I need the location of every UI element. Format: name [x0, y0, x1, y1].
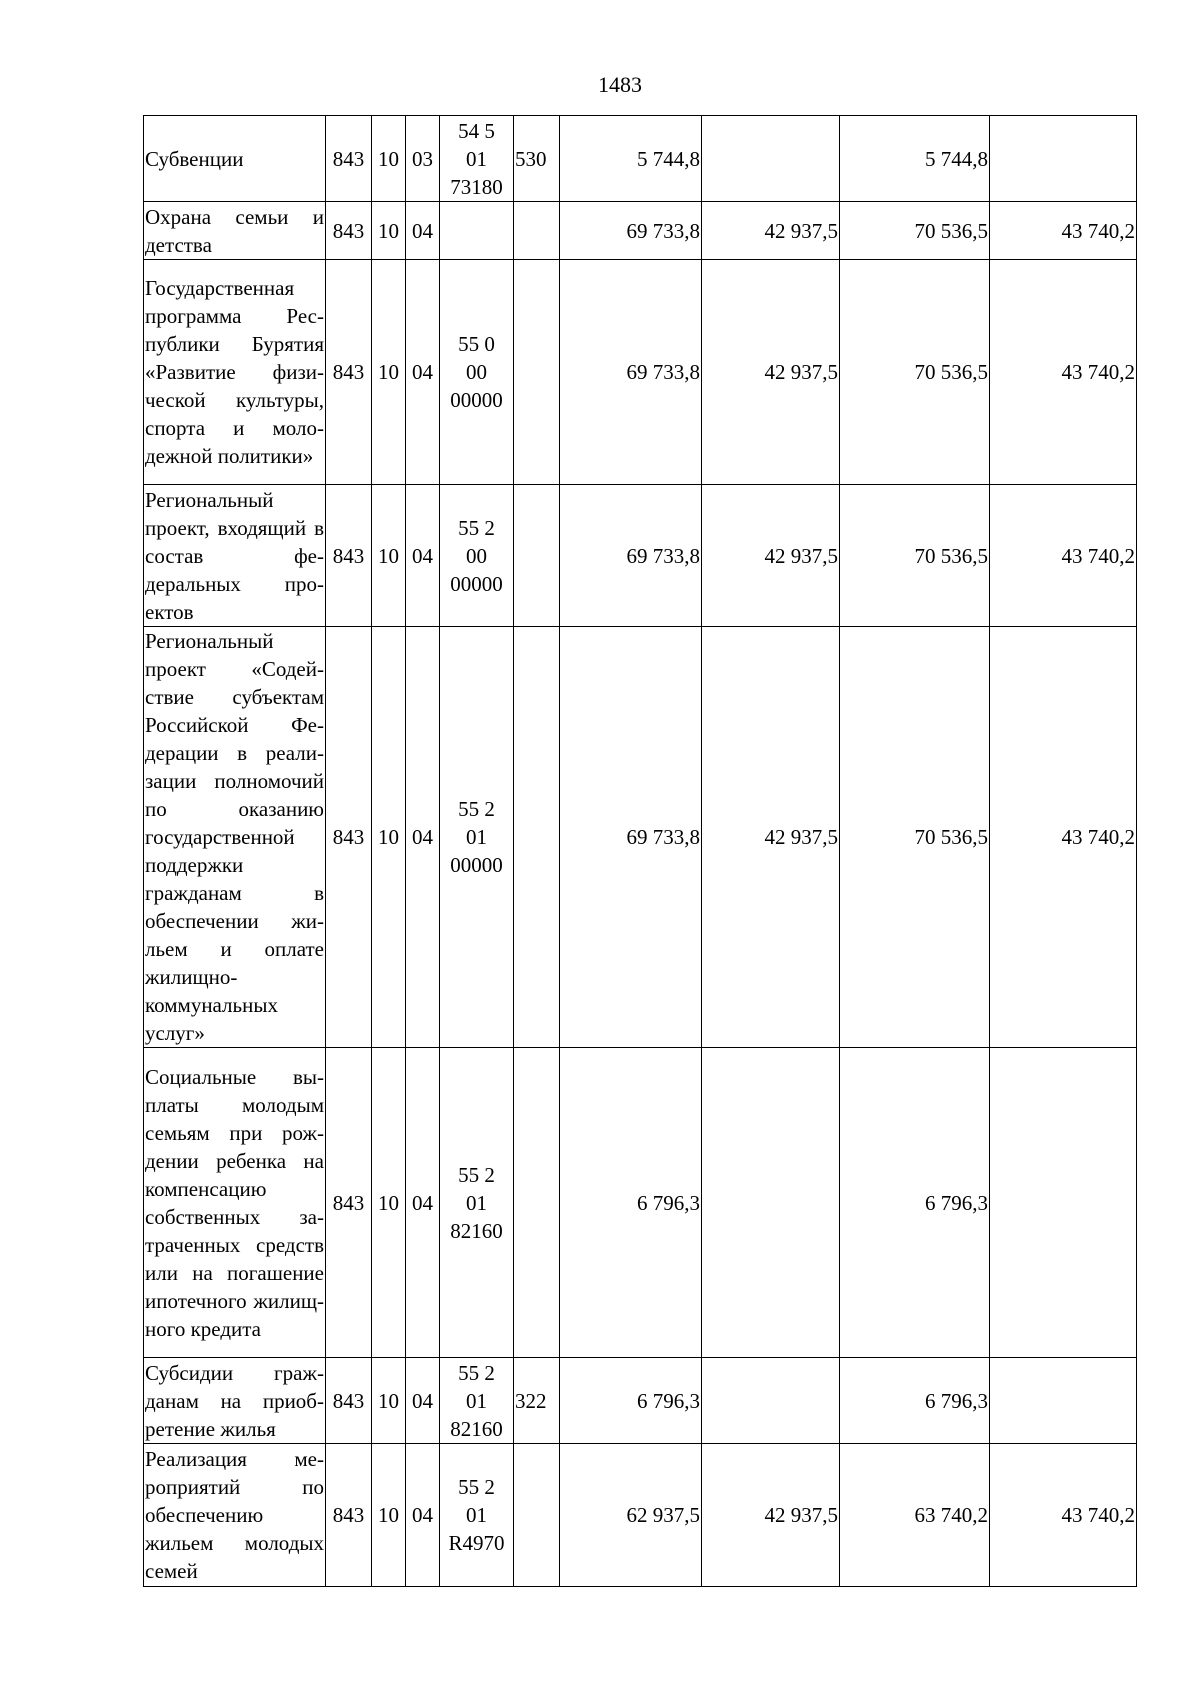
row-vr [514, 485, 560, 627]
row-pr: 04 [406, 1358, 440, 1444]
row-rz: 10 [372, 1358, 406, 1444]
row-value-2: 42 937,5 [702, 260, 840, 485]
row-value-3: 70 536,5 [840, 260, 990, 485]
row-rz: 10 [372, 485, 406, 627]
row-csr [440, 485, 514, 627]
table-row [144, 260, 1137, 485]
csr-line: 55 2 [458, 1360, 495, 1385]
row-name: Региональный проект «Содействие субъектам Российской Федерации в реализации полномочий по оказанию государственной поддержки гражданам в обеспечении жильем и оплате жилищно-коммунальных услуг» [144, 627, 326, 1048]
row-vr [514, 1444, 560, 1587]
row-rz: 10 [372, 627, 406, 1048]
row-csr [440, 260, 514, 485]
csr-line: 01 [466, 1388, 487, 1413]
table-row [144, 1048, 1137, 1358]
row-vr [514, 627, 560, 1048]
row-value-4: 43 740,2 [990, 260, 1137, 485]
row-vr [514, 260, 560, 485]
row-value-2: 42 937,5 [702, 627, 840, 1048]
csr-line: 01 [466, 1503, 487, 1527]
page-number: 1483 [598, 72, 642, 97]
row-pr: 03 [406, 116, 440, 202]
row-value-3: 70 536,5 [840, 485, 990, 627]
csr-line: 55 2 [458, 1475, 495, 1499]
row-csr [440, 1444, 514, 1587]
row-value-2: 42 937,5 [702, 485, 840, 627]
row-vr [514, 1048, 560, 1358]
row-value-2: 42 937,5 [702, 1444, 840, 1587]
csr-line: 73180 [450, 174, 503, 199]
row-ved: 843 [326, 627, 372, 1048]
csr-line: 00000 [450, 853, 503, 877]
row-value-4: 43 740,2 [990, 485, 1137, 627]
row-pr: 04 [406, 485, 440, 627]
table-row [144, 485, 1137, 627]
csr-line: 01 [466, 825, 487, 849]
row-csr [440, 1358, 514, 1444]
row-value-1: 69 733,8 [560, 627, 702, 1048]
row-value-3: 70 536,5 [840, 202, 990, 260]
row-csr [440, 627, 514, 1048]
csr-line: 55 0 [458, 332, 495, 356]
budget-table [143, 115, 1137, 1587]
row-vr: 530 [514, 116, 560, 202]
row-csr [440, 116, 514, 202]
row-value-4: 43 740,2 [990, 202, 1137, 260]
row-value-4: 43 740,2 [990, 627, 1137, 1048]
row-rz: 10 [372, 1048, 406, 1358]
table-row [144, 1444, 1137, 1587]
row-ved: 843 [326, 202, 372, 260]
row-value-4: 43 740,2 [990, 1444, 1137, 1587]
csr-line: 55 2 [458, 515, 495, 540]
row-value-1: 6 796,3 [560, 1358, 702, 1444]
table-row [144, 202, 1137, 260]
row-rz: 10 [372, 116, 406, 202]
row-rz: 10 [372, 202, 406, 260]
row-name: Субсидии гражданам на приобретение жилья [144, 1358, 326, 1444]
row-ved: 843 [326, 485, 372, 627]
row-value-2: 42 937,5 [702, 202, 840, 260]
row-ved: 843 [326, 1444, 372, 1587]
row-pr: 04 [406, 627, 440, 1048]
csr-line: 82160 [450, 1416, 503, 1441]
row-value-1: 62 937,5 [560, 1444, 702, 1587]
row-value-3: 5 744,8 [840, 116, 990, 202]
row-pr: 04 [406, 1444, 440, 1587]
csr-line: 00 [466, 543, 487, 568]
row-ved: 843 [326, 260, 372, 485]
row-rz: 10 [372, 260, 406, 485]
row-value-2 [702, 1048, 840, 1358]
row-value-1: 69 733,8 [560, 202, 702, 260]
csr-line: R4970 [448, 1531, 505, 1555]
row-value-2 [702, 1358, 840, 1444]
table-row [144, 1358, 1137, 1444]
row-pr: 04 [406, 202, 440, 260]
row-pr: 04 [406, 260, 440, 485]
row-value-2 [702, 116, 840, 202]
csr-line: 01 [466, 146, 487, 171]
row-name: Реализация мероприятий по обеспечению жильем молодых семей [144, 1444, 326, 1587]
csr-line: 01 [466, 1190, 487, 1215]
row-rz: 10 [372, 1444, 406, 1587]
row-name: Социальные выплаты молодым семьям при рождении ребенка на компенсацию собственных затраченных средств или на погашение ипотечного жилищного кредита [144, 1048, 326, 1358]
row-name: Региональный проект, входящий в состав федеральных проектов [144, 485, 326, 627]
csr-line: 54 5 [458, 118, 495, 143]
row-name: Государственная программа Республики Бурятия «Развитие физической культуры, спорта и молодежной политики» [144, 260, 326, 485]
table-row [144, 627, 1137, 1048]
row-value-1: 5 744,8 [560, 116, 702, 202]
csr-line: 00000 [450, 388, 503, 412]
table-row [144, 116, 1137, 202]
row-pr: 04 [406, 1048, 440, 1358]
row-name: Субвенции [144, 116, 326, 202]
csr-line: 55 2 [458, 797, 495, 821]
row-vr [514, 202, 560, 260]
row-vr: 322 [514, 1358, 560, 1444]
row-csr [440, 1048, 514, 1358]
row-value-1: 69 733,8 [560, 485, 702, 627]
csr-line: 00 [466, 360, 487, 384]
row-ved: 843 [326, 116, 372, 202]
row-value-3: 70 536,5 [840, 627, 990, 1048]
row-value-1: 6 796,3 [560, 1048, 702, 1358]
row-csr [440, 202, 514, 260]
row-ved: 843 [326, 1048, 372, 1358]
csr-line: 55 2 [458, 1162, 495, 1187]
row-value-3: 6 796,3 [840, 1358, 990, 1444]
row-ved: 843 [326, 1358, 372, 1444]
csr-line: 00000 [450, 571, 503, 596]
row-value-4 [990, 116, 1137, 202]
row-value-3: 63 740,2 [840, 1444, 990, 1587]
row-value-4 [990, 1358, 1137, 1444]
row-value-1: 69 733,8 [560, 260, 702, 485]
budget-table-body [144, 116, 1137, 1587]
row-name: Охрана семьи и детства [144, 202, 326, 260]
row-value-3: 6 796,3 [840, 1048, 990, 1358]
csr-line: 82160 [450, 1218, 503, 1243]
row-value-4 [990, 1048, 1137, 1358]
